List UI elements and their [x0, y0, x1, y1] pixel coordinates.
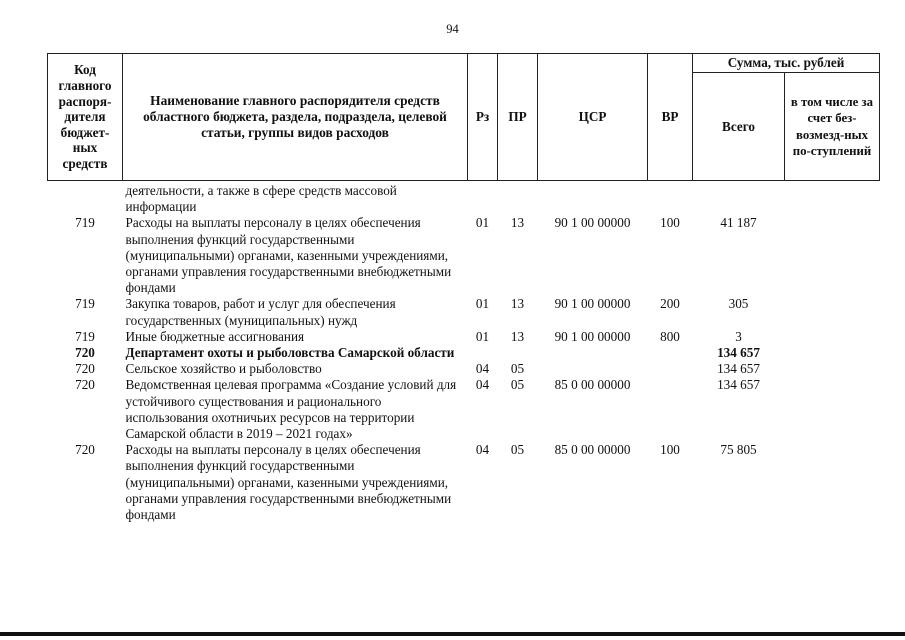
- cell-total: 75 805: [720, 442, 757, 458]
- header-rz: Рз: [468, 54, 498, 181]
- cell-vr: 100: [660, 215, 680, 231]
- cell-name: Расходы на выплаты персоналу в целях обеспечения выполнения функций государственными (муниципальными) органами, казенными учреждениями, органами управления государственными внебюджетными фондами: [125, 215, 452, 296]
- cell-rz: 04: [475, 377, 490, 393]
- cell-gratuitous: [785, 215, 880, 296]
- table-row: [48, 377, 880, 442]
- cell-name: Иные бюджетные ассигнования: [125, 328, 305, 344]
- cell-vr: 800: [660, 328, 680, 344]
- cell-pr: 05: [510, 361, 525, 377]
- header-csr: ЦСР: [538, 54, 648, 181]
- header-gratuitous: в том числе за счет без-возмезд-ных по-ступлений: [785, 73, 880, 181]
- cell-gratuitous: [785, 361, 880, 377]
- cell-total: 3: [735, 328, 742, 344]
- cell-name: Ведомственная целевая программа «Создание условий для устойчивого существования и рационального использования охотничьих ресурсов на территории Самарской области в 2019 – 2021 годах»: [125, 377, 457, 442]
- budget-table: [47, 53, 880, 523]
- cell-name: Закупка товаров, работ и услуг для обеспечения государственных (муниципальных) нужд: [125, 296, 396, 328]
- table-row: [48, 361, 880, 377]
- cell-csr: 85 0 00 00000: [554, 377, 631, 393]
- cell-pr: 13: [510, 215, 525, 231]
- cell-code: 719: [75, 296, 95, 312]
- cell-code: 720: [75, 345, 95, 361]
- cell-csr: 90 1 00 00000: [554, 296, 631, 312]
- cell-total: 134 657: [717, 361, 760, 377]
- cell-rz: 01: [475, 215, 490, 231]
- table-header: [48, 54, 880, 181]
- cell-code: 720: [75, 361, 95, 377]
- cell-gratuitous: [785, 296, 880, 328]
- cell-total: 134 657: [717, 345, 760, 361]
- cell-pr: [498, 181, 538, 216]
- cell-csr: 90 1 00 00000: [554, 215, 631, 231]
- cell-total: 41 187: [720, 215, 757, 231]
- cell-gratuitous: [785, 181, 880, 216]
- cell-code: 719: [75, 215, 95, 231]
- header-total: Всего: [693, 73, 785, 181]
- cell-pr: [498, 345, 538, 361]
- cell-name: деятельности, а также в сфере средств массовой информации: [125, 183, 397, 215]
- cell-total: 134 657: [717, 377, 760, 393]
- cell-vr: [648, 181, 693, 216]
- table-body: [48, 181, 880, 524]
- cell-pr: 05: [510, 442, 525, 458]
- cell-gratuitous: [785, 377, 880, 442]
- cell-csr: [538, 345, 648, 361]
- cell-pr: 13: [510, 296, 525, 312]
- table-row: [48, 181, 880, 216]
- cell-name: Департамент охоты и рыболовства Самарской области: [125, 345, 455, 361]
- cell-vr: [648, 377, 693, 442]
- header-pr: ПР: [498, 54, 538, 181]
- cell-name: Расходы на выплаты персоналу в целях обеспечения выполнения функций государственными (муниципальными) органами, казенными учреждениями, органами управления государственными внебюджетными фондами: [125, 442, 452, 523]
- cell-gratuitous: [785, 345, 880, 361]
- bottom-rule: [0, 632, 905, 636]
- header-sum: Сумма, тыс. рублей: [693, 54, 880, 73]
- cell-code: [48, 181, 123, 216]
- cell-vr: 100: [660, 442, 680, 458]
- cell-csr: [538, 181, 648, 216]
- cell-total: [693, 181, 785, 216]
- cell-csr: 90 1 00 00000: [554, 328, 631, 344]
- table-row: [48, 215, 880, 296]
- cell-gratuitous: [785, 329, 880, 345]
- cell-code: 719: [75, 328, 95, 344]
- cell-vr: 200: [660, 296, 680, 312]
- cell-code: 720: [75, 377, 95, 393]
- cell-total: 305: [728, 296, 749, 312]
- cell-rz: 04: [475, 361, 490, 377]
- cell-rz: [468, 181, 498, 216]
- table-row: [48, 345, 880, 361]
- cell-gratuitous: [785, 442, 880, 523]
- cell-csr: 85 0 00 00000: [554, 442, 631, 458]
- table-row: [48, 329, 880, 345]
- page-number: 94: [446, 22, 459, 36]
- table-row: [48, 442, 880, 523]
- cell-rz: 04: [475, 442, 490, 458]
- header-code: Код главного распоря-дителя бюджет-ных средств: [48, 54, 123, 181]
- cell-vr: [648, 361, 693, 377]
- cell-code: 720: [75, 442, 95, 458]
- header-name: Наименование главного распорядителя средств областного бюджета, раздела, подраздела, целевой статьи, группы видов расходов: [123, 54, 468, 181]
- table-row: [48, 296, 880, 328]
- cell-vr: [648, 345, 693, 361]
- header-vr: ВР: [648, 54, 693, 181]
- cell-csr: [538, 361, 648, 377]
- cell-name: Сельское хозяйство и рыболовство: [125, 361, 322, 377]
- cell-rz: 01: [475, 296, 490, 312]
- cell-rz: 01: [475, 328, 490, 344]
- cell-pr: 13: [510, 328, 525, 344]
- cell-pr: 05: [510, 377, 525, 393]
- cell-rz: [468, 345, 498, 361]
